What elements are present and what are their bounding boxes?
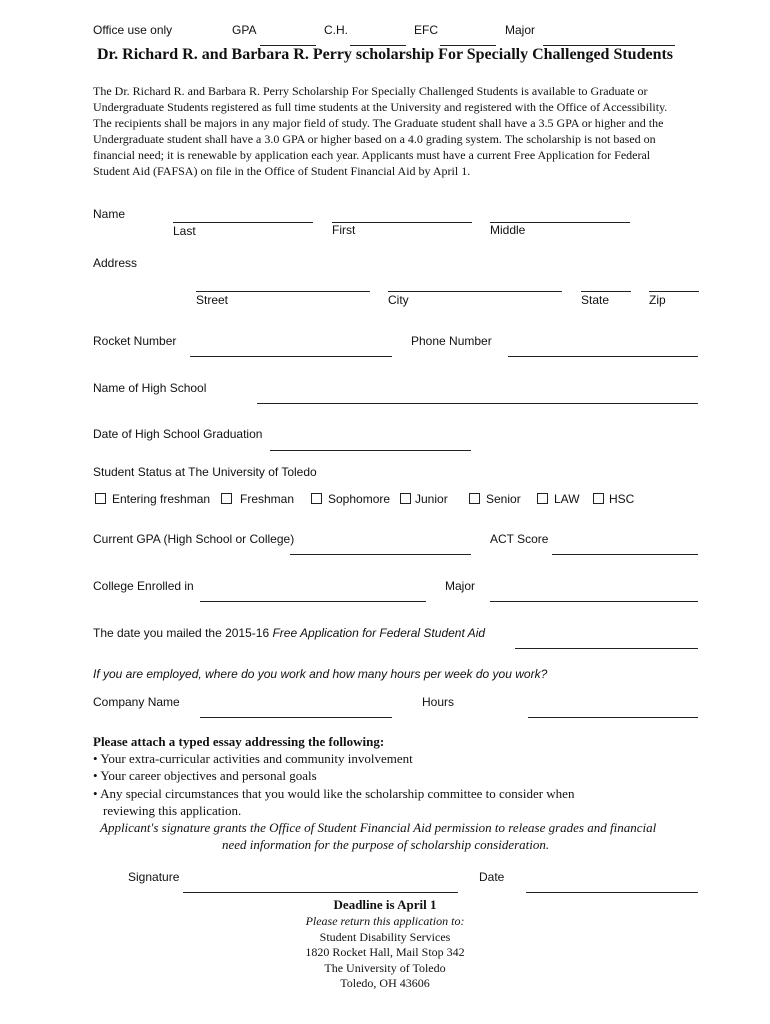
company-name-label: Company Name [93, 695, 180, 709]
return-address-line: The University of Toledo [324, 961, 446, 975]
intro-line: Student Aid (FAFSA) on file in the Office of Student Financial Aid by April 1. [93, 164, 471, 178]
major-field[interactable] [490, 585, 698, 602]
office-efc-field[interactable] [440, 29, 496, 46]
hours-field[interactable] [528, 701, 698, 718]
zip-field[interactable] [649, 275, 699, 292]
junior-label: Junior [415, 492, 448, 506]
street-field[interactable] [196, 275, 370, 292]
last-name-field[interactable] [173, 206, 313, 223]
essay-item: • Your extra-curricular activities and community involvement [93, 751, 413, 766]
signature-field[interactable] [183, 876, 458, 893]
company-name-field[interactable] [200, 701, 392, 718]
office-major-label: Major [505, 23, 536, 37]
intro-line: financial need; it is renewable by application each year. Applicants must have a current Free Application for Federal [93, 148, 651, 162]
hsc-checkbox[interactable] [593, 493, 604, 504]
office-gpa-field[interactable] [260, 29, 316, 46]
form-title: Dr. Richard R. and Barbara R. Perry scholarship For Specially Challenged Students [96, 46, 674, 63]
address-label: Address [93, 256, 138, 270]
first-name-field[interactable] [332, 206, 472, 223]
rocket-number-label: Rocket Number [93, 334, 177, 348]
law-label: LAW [554, 492, 580, 506]
essay-item-continuation: reviewing this application. [103, 803, 242, 818]
office-ch-field[interactable] [350, 29, 406, 46]
fafsa-date-prefix: The date you mailed the 2015-16 [93, 626, 273, 640]
hs-graduation-label: Date of High School Graduation [93, 427, 263, 441]
freshman-label: Freshman [240, 492, 295, 506]
return-address-line: 1820 Rocket Hall, Mail Stop 342 [305, 945, 465, 959]
intro-line: The Dr. Richard R. and Barbara R. Perry Scholarship For Specially Challenged Students is available to Graduate or [93, 84, 648, 98]
current-gpa-field[interactable] [290, 538, 471, 555]
entering-freshman-checkbox[interactable] [95, 493, 106, 504]
intro-line: The recipients shall be majors in any major field of study. The Graduate student shall have a 3.5 GPA or higher and the [93, 116, 664, 130]
employment-question: If you are employed, where do you work and how many hours per week do you work? [93, 667, 548, 681]
street-label: Street [196, 293, 229, 307]
return-address-line: Toledo, OH 43606 [340, 976, 430, 990]
date-field[interactable] [526, 876, 698, 893]
act-score-label: ACT Score [490, 532, 549, 546]
fafsa-date-field[interactable] [515, 632, 698, 649]
office-gpa-label: GPA [232, 23, 257, 37]
middle-name-label: Middle [490, 223, 526, 237]
hsc-label: HSC [609, 492, 635, 506]
office-major-field[interactable] [543, 29, 675, 46]
college-enrolled-field[interactable] [200, 585, 426, 602]
permission-line: Applicant's signature grants the Office of Student Financial Aid permission to release grades and financial [100, 820, 657, 835]
senior-label: Senior [486, 492, 521, 506]
first-name-label: First [332, 223, 356, 237]
student-status-label: Student Status at The University of Toledo [93, 465, 317, 479]
office-ch-label: C.H. [324, 23, 348, 37]
major-label: Major [445, 579, 476, 593]
fafsa-date-italic: Free Application for Federal Student Aid [272, 626, 486, 640]
zip-label: Zip [649, 293, 666, 307]
phone-number-label: Phone Number [411, 334, 492, 348]
junior-checkbox[interactable] [400, 493, 411, 504]
date-label: Date [479, 870, 505, 884]
state-label: State [581, 293, 610, 307]
intro-paragraph [93, 83, 703, 179]
return-address-line: Student Disability Services [319, 930, 451, 944]
name-label: Name [93, 207, 126, 221]
act-score-field[interactable] [552, 538, 698, 555]
middle-name-field[interactable] [490, 206, 630, 223]
hs-graduation-field[interactable] [270, 434, 471, 451]
current-gpa-label: Current GPA (High School or College) [93, 532, 295, 546]
sophomore-label: Sophomore [328, 492, 391, 506]
office-efc-label: EFC [414, 23, 438, 37]
high-school-label: Name of High School [93, 381, 207, 395]
intro-line: Undergraduate Students registered as full time students at the University and registered with the Office of Accessibility. [93, 100, 668, 114]
rocket-number-field[interactable] [190, 340, 392, 357]
office-use-label: Office use only [93, 23, 173, 37]
high-school-field[interactable] [257, 387, 698, 404]
law-checkbox[interactable] [537, 493, 548, 504]
permission-line: need information for the purpose of scholarship consideration. [222, 837, 550, 852]
intro-line: Undergraduate student shall have a 3.0 GPA or higher based on a 4.0 grading system. The scholarship is not based on [93, 132, 656, 146]
last-name-label: Last [173, 224, 196, 238]
senior-checkbox[interactable] [469, 493, 480, 504]
return-instruction: Please return this application to: [305, 914, 465, 928]
city-field[interactable] [388, 275, 562, 292]
deadline-text: Deadline is April 1 [333, 897, 437, 912]
essay-item: • Any special circumstances that you would like the scholarship committee to consider when [93, 786, 575, 801]
city-label: City [388, 293, 409, 307]
phone-number-field[interactable] [508, 340, 698, 357]
essay-heading: Please attach a typed essay addressing the following: [93, 734, 385, 749]
fafsa-date-label [93, 626, 485, 640]
essay-item: • Your career objectives and personal goals [93, 768, 317, 783]
college-enrolled-label: College Enrolled in [93, 579, 194, 593]
sophomore-checkbox[interactable] [311, 493, 322, 504]
freshman-checkbox[interactable] [221, 493, 232, 504]
signature-label: Signature [128, 870, 180, 884]
hours-label: Hours [422, 695, 455, 709]
entering-freshman-label: Entering freshman [112, 492, 211, 506]
state-field[interactable] [581, 275, 631, 292]
